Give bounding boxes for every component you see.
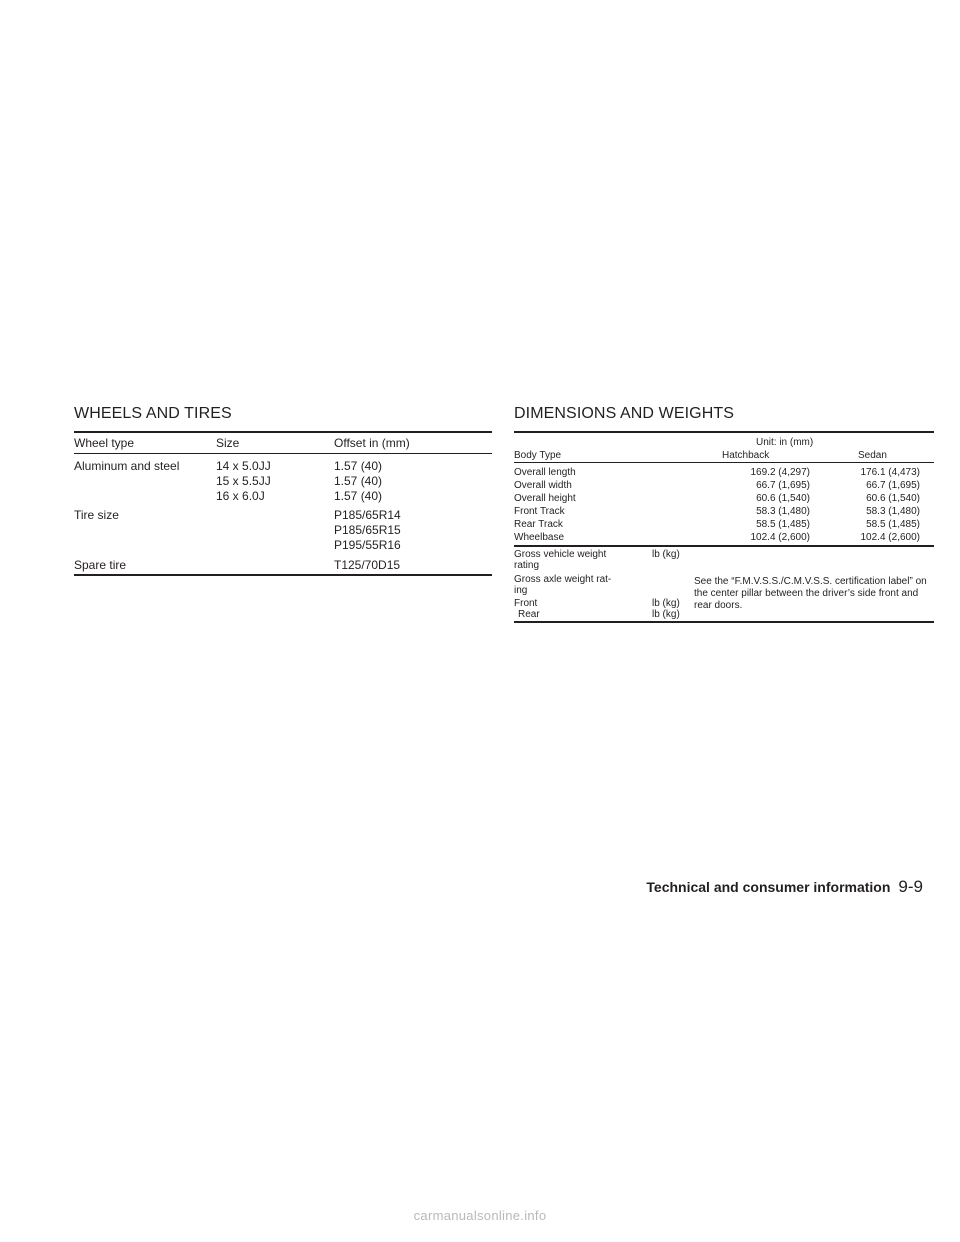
dimension-row-hatchback: 58.5 (1,485)	[756, 519, 810, 530]
footer-section-title: Technical and consumer information	[646, 879, 891, 895]
wheel-offset-3: 1.57 (40)	[334, 489, 383, 503]
dimension-row-label: Overall length	[514, 467, 576, 478]
dimensions-heading: DIMENSIONS AND WEIGHTS	[514, 405, 734, 422]
sedan-header: Sedan	[858, 450, 887, 461]
wheels-tires-heading: WHEELS AND TIRES	[74, 405, 232, 422]
dimension-row-sedan: 176.1 (4,473)	[860, 467, 920, 478]
gawr-label-line1: Gross axle weight rat-	[514, 574, 612, 585]
dimensions-top-rule	[514, 431, 934, 433]
dimensions-mid-rule	[514, 545, 934, 547]
dimension-row-label: Overall height	[514, 493, 576, 504]
dimension-row-sedan: 66.7 (1,695)	[866, 480, 920, 491]
page-number: 9-9	[898, 877, 923, 896]
dimension-row-label: Rear Track	[514, 519, 563, 530]
wheel-offset-1: 1.57 (40)	[334, 459, 383, 473]
offset-header: Offset in (mm)	[334, 436, 410, 450]
body-type-header: Body Type	[514, 450, 562, 461]
dimension-row-label: Front Track	[514, 506, 565, 517]
tire-size-label: Tire size	[74, 508, 119, 522]
dimension-row-hatchback: 102.4 (2,600)	[750, 532, 810, 543]
unit-label: Unit: in (mm)	[756, 437, 814, 448]
dimension-row-hatchback: 169.2 (4,297)	[750, 467, 810, 478]
wheel-size-1: 14 x 5.0JJ	[216, 459, 271, 473]
watermark-text: carmanualsonline.info	[413, 1208, 547, 1223]
dimension-row-sedan: 60.6 (1,540)	[866, 493, 920, 504]
certification-label-note: See the “F.M.V.S.S./C.M.V.S.S. certification label” on the center pillar between the driver’s side front and rear doors.	[694, 576, 927, 611]
rear-axle-label: Rear	[518, 609, 540, 620]
dimension-row	[514, 518, 934, 531]
wheel-size-2: 15 x 5.5JJ	[216, 474, 271, 488]
hatchback-header: Hatchback	[722, 450, 770, 461]
dimension-row	[514, 531, 934, 544]
wheel-size-3: 16 x 6.0J	[216, 489, 265, 503]
front-axle-label: Front	[514, 598, 538, 609]
dimension-row-label: Overall width	[514, 480, 572, 491]
dimension-row-sedan: 102.4 (2,600)	[860, 532, 920, 543]
dimensions-bottom-rule	[514, 621, 934, 623]
dimension-row-hatchback: 58.3 (1,480)	[756, 506, 810, 517]
dimension-row-label: Wheelbase	[514, 532, 565, 543]
tire-size-3: P195/55R16	[334, 538, 401, 552]
dimensions-header-rule	[514, 462, 934, 463]
dimension-row	[514, 492, 934, 505]
gvwr-label-line1: Gross vehicle weight	[514, 549, 607, 560]
dimension-row-sedan: 58.5 (1,485)	[866, 519, 920, 530]
dimension-row	[514, 479, 934, 492]
spare-tire-value: T125/70D15	[334, 558, 401, 572]
dimension-row-hatchback: 66.7 (1,695)	[756, 480, 810, 491]
tire-size-1: P185/65R14	[334, 508, 401, 522]
gvwr-unit: lb (kg)	[652, 549, 680, 560]
size-header: Size	[216, 436, 240, 450]
wheel-offset-2: 1.57 (40)	[334, 474, 383, 488]
spare-tire-label: Spare tire	[74, 558, 127, 572]
dimension-row	[514, 505, 934, 518]
gawr-label-line2: ing	[514, 585, 528, 596]
wheel-type-header: Wheel type	[74, 436, 135, 450]
wheels-tires-header-rule	[74, 453, 492, 454]
gvwr-label-line2: rating	[514, 560, 540, 571]
tire-size-2: P185/65R15	[334, 523, 401, 537]
wheels-tires-top-rule	[74, 431, 492, 433]
wheel-type-value: Aluminum and steel	[74, 459, 180, 473]
front-axle-unit: lb (kg)	[652, 598, 680, 609]
wheels-tires-bottom-rule	[74, 574, 492, 576]
dimension-row	[514, 466, 934, 479]
rear-axle-unit: lb (kg)	[652, 609, 680, 620]
dimension-row-hatchback: 60.6 (1,540)	[756, 493, 810, 504]
page-footer	[646, 877, 923, 897]
dimension-row-sedan: 58.3 (1,480)	[866, 506, 920, 517]
